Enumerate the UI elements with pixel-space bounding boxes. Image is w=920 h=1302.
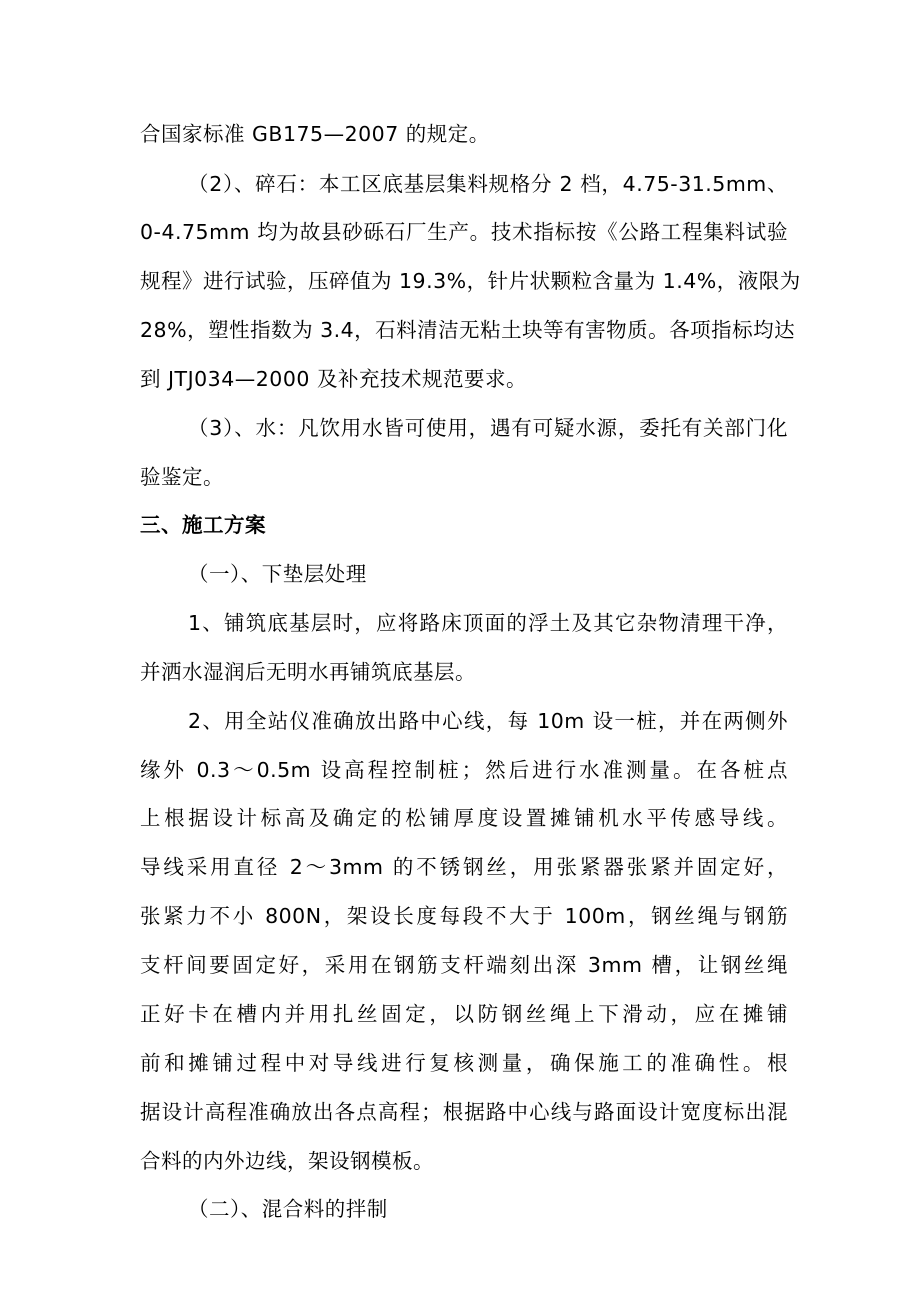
subsection-heading-2: （二）、混合料的拌制 [188, 1197, 388, 1221]
text-line-13: 2、用全站仪准确放出路中心线，每 10m 设一桩，并在两侧外 [188, 709, 788, 733]
text-line-7: （3）、水：凡饮用水皆可使用，遇有可疑水源，委托有关部门化 [188, 416, 788, 440]
text-line-20: 前和摊铺过程中对导线进行复核测量，确保施工的准确性。根 [140, 1051, 788, 1075]
section-heading: 三、施工方案 [140, 513, 266, 537]
text-line-14: 缘外 0.3～0.5m 设高程控制桩；然后进行水准测量。在各桩点 [140, 758, 788, 782]
text-line-19: 正好卡在槽内并用扎丝固定，以防钢丝绳上下滑动，应在摊铺 [140, 1002, 788, 1026]
text-line-2: （2）、碎石：本工区底基层集料规格分 2 档，4.75-31.5mm、 [188, 172, 788, 196]
text-line-11: 1、铺筑底基层时，应将路床顶面的浮土及其它杂物清理干净， [188, 611, 788, 635]
text-line-18: 支杆间要固定好，采用在钢筋支杆端刻出深 3mm 槽，让钢丝绳 [140, 953, 788, 977]
text-line-4: 规程》进行试验，压碎值为 19.3%，针片状颗粒含量为 1.4%，液限为 [140, 269, 801, 293]
text-line-21: 据设计高程准确放出各点高程；根据路中心线与路面设计宽度标出混 [140, 1100, 788, 1124]
text-line-17: 张紧力不小 800N，架设长度每段不大于 100m，钢丝绳与钢筋 [140, 904, 788, 928]
text-line-5: 28%，塑性指数为 3.4，石料清洁无粘土块等有害物质。各项指标均达 [140, 318, 796, 342]
text-line-12: 并洒水湿润后无明水再铺筑底基层。 [140, 660, 476, 684]
text-line-1: 合国家标准 GB175—2007 的规定。 [140, 122, 490, 146]
text-line-22: 合料的内外边线，架设钢模板。 [140, 1149, 434, 1173]
text-line-15: 上根据设计标高及确定的松铺厚度设置摊铺机水平传感导线。 [140, 806, 788, 830]
subsection-heading-1: （一）、下垫层处理 [188, 562, 367, 586]
text-line-8: 验鉴定。 [140, 465, 224, 489]
text-line-6: 到 JTJ034—2000 及补充技术规范要求。 [140, 367, 527, 391]
text-line-3: 0-4.75mm 均为故县砂砾石厂生产。技术指标按《公路工程集料试验 [140, 220, 788, 244]
text-line-16: 导线采用直径 2～3mm 的不锈钢丝，用张紧器张紧并固定好， [140, 855, 788, 879]
